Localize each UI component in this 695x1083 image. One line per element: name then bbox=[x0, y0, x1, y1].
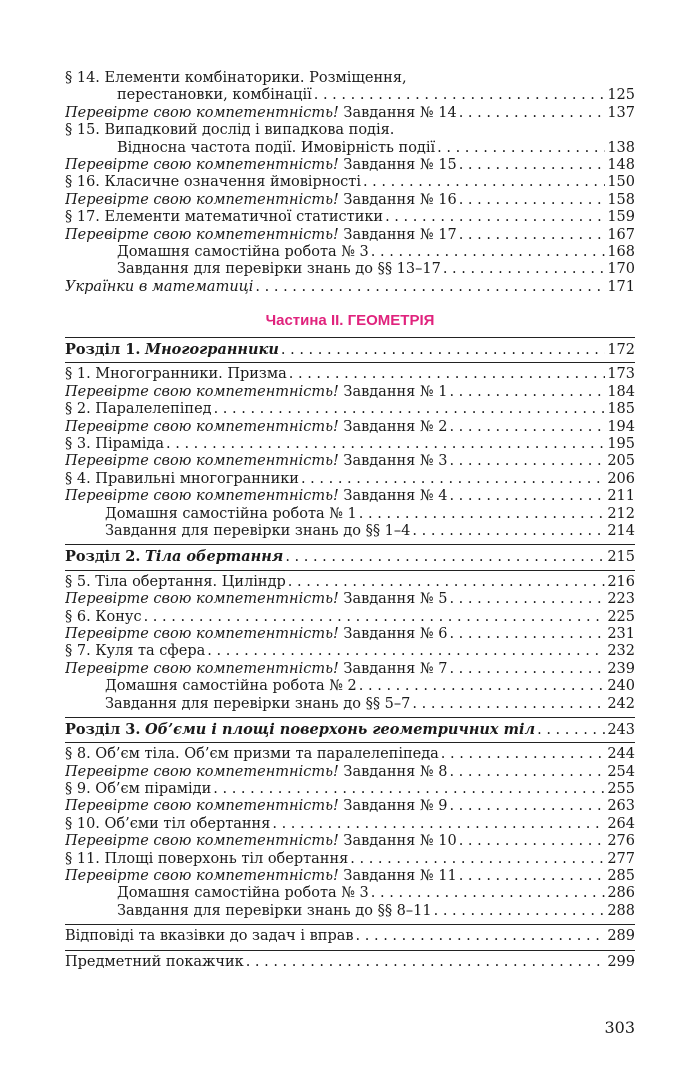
toc-entry-text: Завдання № 15 bbox=[338, 156, 457, 173]
toc-entry-page: 171 bbox=[607, 278, 635, 295]
toc-entry[interactable] bbox=[65, 591, 635, 608]
toc-entry-text: § 8. Об’єм тіла. Об’єм призми та паралелепіпеда bbox=[65, 746, 439, 763]
toc-entry-title bbox=[65, 105, 457, 122]
toc-entry-text: Завдання № 6 bbox=[338, 625, 448, 642]
toc-entry-text: Домашня самостійна робота № 2 bbox=[105, 678, 357, 695]
toc-entry-text: Завдання № 9 bbox=[338, 798, 448, 815]
toc-entry-text: Українки в математиці bbox=[65, 278, 254, 295]
toc-entry-title bbox=[65, 453, 447, 470]
dot-leader bbox=[281, 342, 605, 358]
toc-entry-text: Завдання № 7 bbox=[338, 660, 448, 677]
toc-entry[interactable] bbox=[65, 366, 635, 383]
dot-leader bbox=[434, 903, 606, 920]
toc-entry-page: 244 bbox=[607, 746, 635, 763]
section-heading-name: Тіла обертання bbox=[145, 548, 284, 566]
dot-leader bbox=[371, 244, 606, 261]
toc-entry-title bbox=[65, 626, 447, 643]
dot-leader bbox=[459, 105, 606, 122]
toc-entry-page: 277 bbox=[607, 850, 635, 867]
toc-geometry-sections bbox=[65, 337, 635, 920]
toc-entry-text: § 7. Куля та сфера bbox=[65, 643, 206, 660]
dot-leader bbox=[449, 661, 605, 678]
check-competence-label: Перевірте свою компетентність! bbox=[65, 763, 339, 780]
toc-entry-text: Домашня самостійна робота № 3 bbox=[117, 885, 369, 902]
toc-page bbox=[65, 70, 635, 971]
toc-entry[interactable] bbox=[65, 851, 635, 868]
toc-entry-page: 255 bbox=[607, 781, 635, 798]
toc-entry[interactable] bbox=[65, 227, 635, 244]
toc-entry-title bbox=[65, 798, 447, 815]
toc-entry-text: перестановки, комбінації bbox=[117, 87, 312, 104]
toc-entry-page: 239 bbox=[607, 660, 635, 677]
toc-entry-text: § 1. Многогранники. Призма bbox=[65, 366, 287, 383]
toc-entry-text: § 4. Правильні многогранники bbox=[65, 470, 299, 487]
toc-entry-text: Завдання № 1 bbox=[338, 383, 448, 400]
toc-entry-title bbox=[65, 366, 287, 383]
dot-leader bbox=[459, 157, 606, 174]
toc-entry-page: 254 bbox=[607, 763, 635, 780]
dot-leader bbox=[449, 419, 605, 436]
dot-leader bbox=[359, 678, 606, 695]
toc-entry[interactable] bbox=[65, 643, 635, 660]
dot-leader bbox=[449, 798, 605, 815]
toc-entry[interactable] bbox=[65, 279, 635, 296]
check-competence-label: Перевірте свою компетентність! bbox=[65, 798, 339, 815]
toc-entry-page: 167 bbox=[607, 226, 635, 243]
toc-entry-title bbox=[117, 903, 432, 920]
dot-leader bbox=[537, 722, 605, 738]
toc-entry-page: 216 bbox=[607, 573, 635, 590]
toc-entry-page: 148 bbox=[607, 156, 635, 173]
toc-entry-text: Відповіді та вказівки до задач і вправ bbox=[65, 928, 354, 945]
section-divider bbox=[65, 337, 635, 338]
toc-entry[interactable] bbox=[65, 868, 635, 885]
toc-entry[interactable] bbox=[65, 506, 635, 523]
toc-entry[interactable] bbox=[65, 192, 635, 209]
check-competence-label: Перевірте свою компетентність! bbox=[65, 104, 339, 121]
check-competence-label: Перевірте свою компетентність! bbox=[65, 625, 339, 642]
section-heading-title bbox=[65, 721, 535, 738]
toc-entry[interactable] bbox=[65, 833, 635, 850]
toc-entry-text: Завдання № 16 bbox=[338, 191, 457, 208]
toc-entry[interactable] bbox=[65, 436, 635, 453]
toc-entry[interactable] bbox=[65, 401, 635, 418]
toc-entry-title bbox=[65, 954, 244, 971]
toc-entry-page: 137 bbox=[607, 104, 635, 121]
toc-entry[interactable] bbox=[65, 661, 635, 678]
section-divider bbox=[65, 924, 635, 925]
toc-entry[interactable] bbox=[65, 816, 635, 833]
toc-entry-page: 286 bbox=[607, 885, 635, 902]
section-heading-prefix: Розділ 3. bbox=[65, 720, 141, 738]
toc-entry-title bbox=[105, 678, 357, 695]
toc-entry-title bbox=[65, 209, 383, 226]
toc-entry-title bbox=[117, 87, 312, 104]
toc-entry[interactable] bbox=[65, 209, 635, 226]
toc-entry-text: § 11. Площі поверхонь тіл обертання bbox=[65, 850, 349, 867]
check-competence-label: Перевірте свою компетентність! bbox=[65, 868, 339, 885]
toc-entry-text: Завдання № 11 bbox=[338, 868, 457, 885]
section-heading-name: Об’єми і площі поверхонь геометричних тіл bbox=[145, 720, 536, 738]
toc-entry[interactable] bbox=[65, 157, 635, 174]
toc-entry-title bbox=[65, 419, 447, 436]
check-competence-label: Перевірте свою компетентність! bbox=[65, 488, 339, 505]
dot-leader bbox=[449, 488, 605, 505]
toc-entry-title bbox=[65, 157, 457, 174]
toc-entry-title bbox=[65, 609, 142, 626]
toc-entry[interactable] bbox=[65, 453, 635, 470]
dot-leader bbox=[443, 261, 605, 278]
dot-leader bbox=[207, 643, 605, 660]
check-competence-label: Перевірте свою компетентність! bbox=[65, 660, 339, 677]
section-heading[interactable] bbox=[65, 341, 635, 358]
section-heading-page: 215 bbox=[607, 549, 635, 566]
toc-entry[interactable] bbox=[65, 488, 635, 505]
toc-entry[interactable] bbox=[65, 885, 635, 902]
dot-leader bbox=[288, 574, 606, 591]
toc-entry-title bbox=[65, 436, 164, 453]
toc-entry-page: 242 bbox=[607, 695, 635, 712]
dot-leader bbox=[441, 746, 606, 763]
toc-entry-page: 173 bbox=[607, 366, 635, 383]
toc-entry-page: 223 bbox=[607, 591, 635, 608]
check-competence-label: Перевірте свою компетентність! bbox=[65, 191, 339, 208]
toc-entry[interactable] bbox=[65, 574, 635, 591]
toc-entry-text: Домашня самостійна робота № 3 bbox=[117, 243, 369, 260]
toc-entry-page: 150 bbox=[607, 174, 635, 191]
check-competence-label: Перевірте свою компетентність! bbox=[65, 418, 339, 435]
toc-entry[interactable] bbox=[65, 261, 635, 278]
toc-entry-title bbox=[117, 885, 369, 902]
toc-entry[interactable] bbox=[65, 781, 635, 798]
dot-leader bbox=[289, 366, 606, 383]
toc-entry-page: 138 bbox=[607, 139, 635, 156]
dot-leader bbox=[412, 696, 605, 713]
toc-entry-text: Завдання для перевірки знань до §§ 13–17 bbox=[117, 261, 441, 278]
toc-entry-title bbox=[65, 227, 457, 244]
dot-leader bbox=[412, 523, 605, 540]
dot-leader bbox=[272, 816, 605, 833]
toc-entry[interactable] bbox=[65, 174, 635, 191]
toc-entry-text: § 6. Конус bbox=[65, 608, 142, 625]
toc-entry-lead-line: § 15. Випадковий дослід і випадкова подія. bbox=[65, 122, 395, 139]
toc-entry-title bbox=[65, 764, 447, 781]
toc-entry-lead-line: § 14. Елементи комбінаторики. Розміщення, bbox=[65, 70, 407, 86]
toc-entry-page: 205 bbox=[607, 453, 635, 470]
section-heading-title bbox=[65, 341, 279, 358]
toc-entry[interactable] bbox=[65, 678, 635, 695]
section-divider bbox=[65, 544, 635, 545]
section-heading-title bbox=[65, 548, 283, 565]
section-divider bbox=[65, 570, 635, 571]
section-divider bbox=[65, 950, 635, 951]
section-heading-page: 243 bbox=[607, 721, 635, 738]
section-heading-name: Многогранники bbox=[145, 341, 279, 359]
section-divider bbox=[65, 742, 635, 743]
section-heading-prefix: Розділ 2. bbox=[65, 548, 141, 566]
toc-entry-title bbox=[65, 781, 211, 798]
toc-entry-text: § 2. Паралелепіпед bbox=[65, 401, 212, 418]
dot-leader bbox=[385, 209, 605, 226]
toc-entry[interactable] bbox=[65, 244, 635, 261]
toc-entry-page: 289 bbox=[607, 928, 635, 945]
toc-entry-title bbox=[65, 174, 361, 191]
dot-leader bbox=[371, 885, 606, 902]
dot-leader bbox=[255, 279, 605, 296]
toc-entry-page: 170 bbox=[607, 261, 635, 278]
dot-leader bbox=[449, 453, 605, 470]
toc-entry-text: Домашня самостійна робота № 1 bbox=[105, 505, 357, 522]
toc-entry-text: § 9. Об’єм піраміди bbox=[65, 781, 212, 798]
page-number: 303 bbox=[604, 1018, 635, 1037]
toc-entry-page: 232 bbox=[607, 643, 635, 660]
toc-entry-title bbox=[117, 261, 441, 278]
toc-entry-text: Завдання для перевірки знань до §§ 5–7 bbox=[105, 695, 411, 712]
dot-leader bbox=[350, 851, 605, 868]
dot-leader bbox=[459, 192, 606, 209]
toc-entry-title bbox=[65, 816, 270, 833]
toc-entry-text: Завдання № 8 bbox=[338, 763, 448, 780]
toc-entry-text: Завдання № 17 bbox=[338, 226, 457, 243]
toc-entry[interactable] bbox=[65, 954, 635, 971]
dot-leader bbox=[459, 227, 606, 244]
dot-leader bbox=[459, 833, 606, 850]
check-competence-label: Перевірте свою компетентність! bbox=[65, 833, 339, 850]
toc-entry[interactable] bbox=[65, 609, 635, 626]
toc-entry-title bbox=[65, 851, 348, 868]
toc-entry-page: 212 bbox=[607, 505, 635, 522]
dot-leader bbox=[285, 549, 605, 565]
toc-entry-text: Завдання № 5 bbox=[338, 591, 448, 608]
toc-final-entries bbox=[65, 924, 635, 971]
toc-entry-page: 214 bbox=[607, 522, 635, 539]
toc-entry-page: 263 bbox=[607, 798, 635, 815]
toc-entry-title bbox=[117, 140, 435, 157]
toc-entry-title bbox=[65, 488, 447, 505]
section-heading[interactable] bbox=[65, 548, 635, 565]
toc-entry-text: Завдання для перевірки знань до §§ 1–4 bbox=[105, 522, 411, 539]
toc-part1-tail bbox=[65, 70, 635, 296]
section-heading[interactable] bbox=[65, 721, 635, 738]
toc-entry-text: Завдання № 3 bbox=[338, 453, 448, 470]
toc-entry-page: 168 bbox=[607, 243, 635, 260]
toc-entry-page: 211 bbox=[607, 488, 635, 505]
toc-entry-text: Завдання № 2 bbox=[338, 418, 448, 435]
toc-entry-page: 206 bbox=[607, 470, 635, 487]
check-competence-label: Перевірте свою компетентність! bbox=[65, 591, 339, 608]
dot-leader bbox=[314, 87, 606, 104]
dot-leader bbox=[449, 764, 605, 781]
dot-leader bbox=[246, 954, 606, 971]
toc-entry-text: Відносна частота події. Ймовірність події bbox=[117, 139, 436, 156]
section-heading-page: 172 bbox=[607, 342, 635, 359]
toc-entry-title bbox=[65, 643, 205, 660]
toc-entry-page: 195 bbox=[607, 436, 635, 453]
dot-leader bbox=[359, 506, 606, 523]
toc-entry-text: Предметний покажчик bbox=[65, 953, 244, 970]
toc-entry-text: Завдання № 4 bbox=[338, 488, 448, 505]
check-competence-label: Перевірте свою компетентність! bbox=[65, 453, 339, 470]
toc-entry[interactable] bbox=[65, 696, 635, 713]
dot-leader bbox=[166, 436, 605, 453]
dot-leader bbox=[301, 471, 605, 488]
toc-entry-page: 231 bbox=[607, 625, 635, 642]
toc-entry-text: Завдання для перевірки знань до §§ 8–11 bbox=[117, 902, 432, 919]
toc-entry-page: 184 bbox=[607, 383, 635, 400]
toc-entry[interactable] bbox=[65, 523, 635, 540]
dot-leader bbox=[449, 591, 605, 608]
toc-entry[interactable] bbox=[65, 419, 635, 436]
toc-entry-page: 225 bbox=[607, 608, 635, 625]
toc-entry-page: 299 bbox=[607, 953, 635, 970]
toc-entry-page: 276 bbox=[607, 833, 635, 850]
part-title: Частина ІІ. ГЕОМЕТРІЯ bbox=[265, 312, 435, 330]
toc-entry-page: 240 bbox=[607, 678, 635, 695]
toc-entry[interactable] bbox=[65, 87, 635, 104]
dot-leader bbox=[437, 140, 605, 157]
toc-entry[interactable] bbox=[65, 140, 635, 157]
section-divider bbox=[65, 362, 635, 363]
toc-entry-page: 159 bbox=[607, 209, 635, 226]
toc-entry-page: 288 bbox=[607, 902, 635, 919]
toc-entry-title bbox=[65, 833, 457, 850]
dot-leader bbox=[144, 609, 606, 626]
toc-entry-title bbox=[65, 868, 457, 885]
toc-entry[interactable] bbox=[65, 798, 635, 815]
toc-entry-page: 194 bbox=[607, 418, 635, 435]
toc-entry-page: 185 bbox=[607, 401, 635, 418]
check-competence-label: Перевірте свою компетентність! bbox=[65, 383, 339, 400]
toc-entry-page: 285 bbox=[607, 868, 635, 885]
toc-entry-page: 264 bbox=[607, 815, 635, 832]
toc-entry-title bbox=[65, 401, 212, 418]
toc-entry-text: Завдання № 14 bbox=[338, 104, 457, 121]
toc-entry[interactable] bbox=[65, 903, 635, 920]
toc-entry[interactable] bbox=[65, 626, 635, 643]
dot-leader bbox=[213, 781, 605, 798]
toc-entry-page: 158 bbox=[607, 191, 635, 208]
toc-entry-title bbox=[65, 471, 299, 488]
toc-entry-title bbox=[65, 746, 439, 763]
dot-leader bbox=[356, 928, 606, 945]
check-competence-label: Перевірте свою компетентність! bbox=[65, 226, 339, 243]
section-heading-prefix: Розділ 1. bbox=[65, 341, 141, 359]
toc-entry-title bbox=[65, 591, 447, 608]
toc-entry[interactable] bbox=[65, 105, 635, 122]
toc-entry-title bbox=[65, 384, 447, 401]
toc-entry-text: § 5. Тіла обертання. Циліндр bbox=[65, 573, 286, 590]
toc-entry[interactable] bbox=[65, 928, 635, 945]
toc-entry-title bbox=[65, 279, 253, 296]
check-competence-label: Перевірте свою компетентність! bbox=[65, 156, 339, 173]
toc-entry-title bbox=[65, 928, 354, 945]
toc-entry-text: § 16. Класичне означення ймовірності bbox=[65, 174, 361, 191]
dot-leader bbox=[449, 384, 605, 401]
toc-entry-title bbox=[105, 696, 410, 713]
toc-entry-text: Завдання № 10 bbox=[338, 833, 457, 850]
toc-entry-title bbox=[65, 661, 447, 678]
toc-entry-text: § 17. Елементи математичної статистики bbox=[65, 209, 384, 226]
toc-entry[interactable] bbox=[65, 384, 635, 401]
dot-leader bbox=[449, 626, 605, 643]
toc-entry-title bbox=[105, 506, 357, 523]
dot-leader bbox=[363, 174, 605, 191]
toc-entry[interactable] bbox=[65, 764, 635, 781]
toc-entry[interactable] bbox=[65, 746, 635, 763]
section-divider bbox=[65, 717, 635, 718]
toc-entry-title bbox=[105, 523, 410, 540]
dot-leader bbox=[214, 401, 606, 418]
dot-leader bbox=[459, 868, 606, 885]
toc-entry-title bbox=[65, 574, 286, 591]
toc-entry-page: 125 bbox=[607, 87, 635, 104]
toc-entry-title bbox=[65, 192, 457, 209]
toc-entry[interactable] bbox=[65, 471, 635, 488]
toc-entry-text: § 10. Об’єми тіл обертання bbox=[65, 815, 271, 832]
toc-entry-title bbox=[117, 244, 369, 261]
toc-entry-text: § 3. Піраміда bbox=[65, 436, 165, 453]
